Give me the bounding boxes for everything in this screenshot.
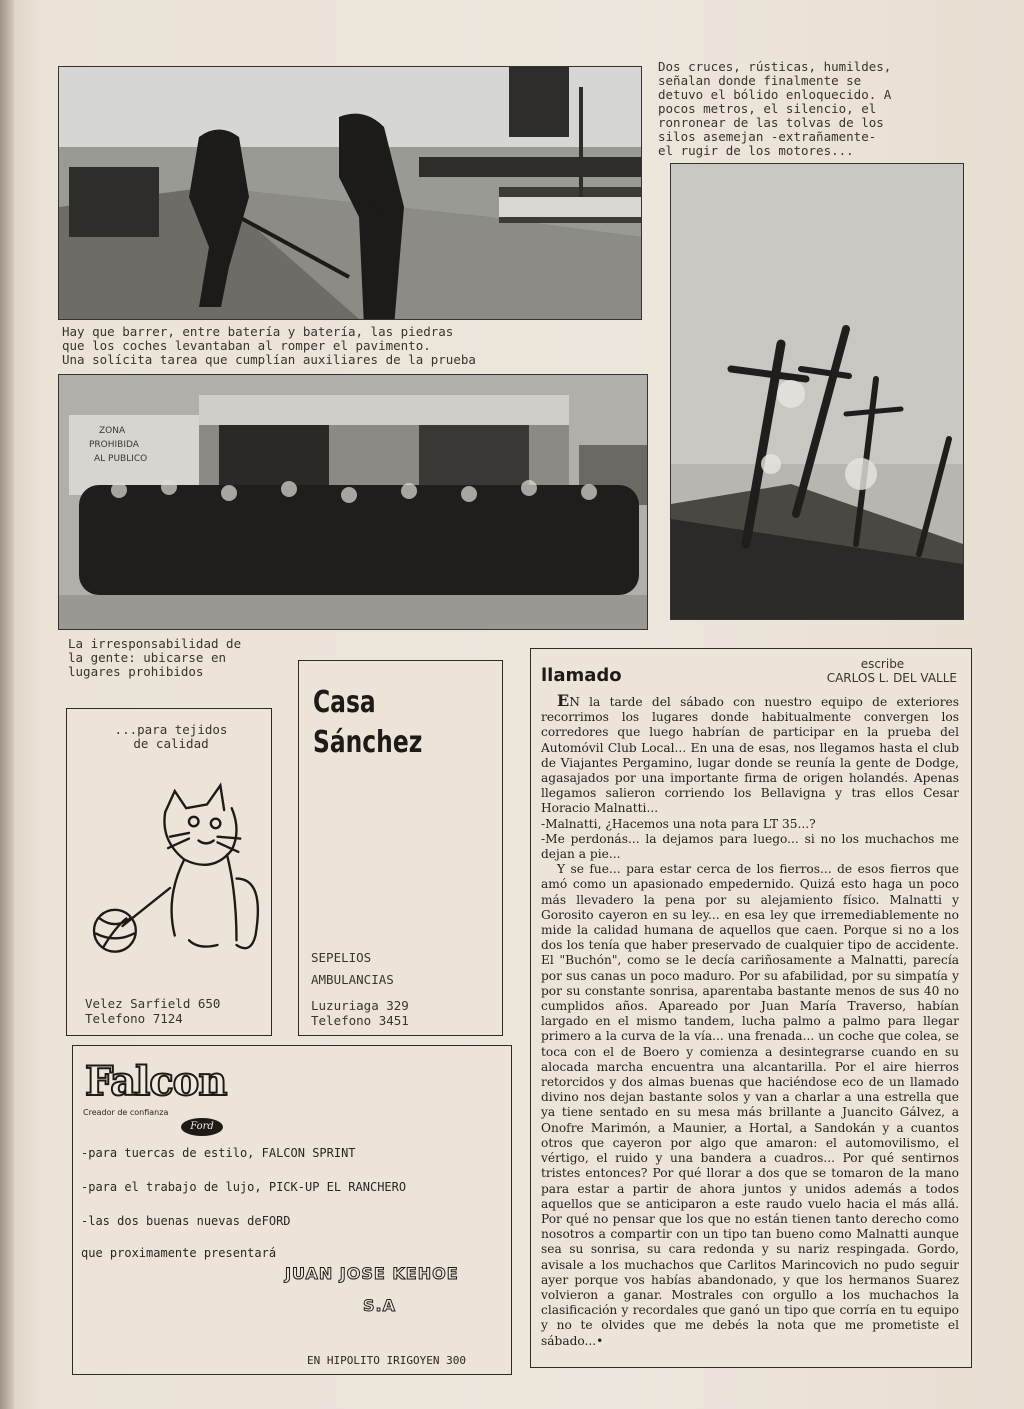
- ad-tejidos: [66, 708, 272, 1036]
- byline-label: escribe: [860, 657, 905, 671]
- falcon-line-4: que proximamente presentará: [81, 1246, 277, 1260]
- article-llamado: [530, 648, 972, 1368]
- falcon-address: EN HIPOLITO IRIGOYEN 300: [307, 1354, 466, 1367]
- caption-crowd: La irresponsabilidad de la gente: ubicarse en lugares prohibidos: [68, 636, 242, 679]
- ad-tejidos-address: Velez Sarfield 650: [85, 996, 221, 1011]
- photo-sweeping-road: [58, 66, 642, 320]
- caption-sweeping: Hay que barrer, entre batería y batería, las piedras que los coches levantaban al romper el pavimento. Una solícita tarea que cumplían auxiliares de la prueba: [62, 324, 476, 367]
- falcon-logo: Falcon: [85, 1058, 227, 1105]
- sign-publico: AL PUBLICO: [94, 454, 148, 464]
- falcon-line-1: -para tuercas de estilo, FALCON SPRINT: [81, 1146, 356, 1160]
- ad-tejidos-tagline: ...para tejidos de calidad: [114, 722, 228, 751]
- article-dropcap: E: [557, 691, 570, 710]
- cat-yarn-illustration: [75, 769, 265, 969]
- ad-casa-address: Luzuriaga 329: [311, 998, 409, 1013]
- falcon-slogan: Creador de confianza: [83, 1108, 169, 1117]
- photo-crosses-image: [671, 164, 963, 619]
- photo-crowd-image: [59, 375, 647, 629]
- caption-top-right: Dos cruces, rústicas, humildes, señalan donde finalmente se detuvo el bólido enloquecido. A pocos metros, el silencio, el ronronear de las tolvas de los silos asemejan -extrañamente- el rugir de los motores...: [658, 59, 892, 158]
- ad-falcon: [72, 1045, 512, 1375]
- falcon-line-3: -las dos buenas nuevas deFORD: [81, 1214, 291, 1228]
- ad-casa-sanchez: [298, 660, 503, 1036]
- article-paragraph-3: -Me perdonás... la dejamos para luego... si no los muchachos me dejan a pie...: [541, 831, 959, 862]
- ad-casa-services: SEPELIOS AMBULANCIAS: [311, 950, 394, 987]
- article-body: [541, 693, 959, 1359]
- article-paragraph-1: [541, 693, 959, 817]
- article-paragraph-4: Y se fue... para estar cerca de los fierros... de esos fierros que amó como un apasionado empedernido. Quizá esto haga un poco más llevadero la pena por su alejamiento físico. Malnatti y Gorosito cayeron en su ley... en esa ley que irremediablemente no mide la calidad humana de aquellos que caen. Porque si no a los dos los tenía que haber preservado de cualquier tipo de accidente. El "Buchón", como se le decía cariñosamente a Malnatti, parecía por sus canas un poco maduro. Por su afabilidad, por su simpatía y por su constante sonrisa, aparentaba bastante menos de sus 40 no cumplidos años. Apareado por Juan María Traverso, habían largado en el mismo tandem, lucha palmo a palmo para llegar primero a la curva de la vía... una frenada... un coche que colea, se toca con el de Boero y comienza a desintegrarse cuando en su alocada marcha encuentra una alcantarilla. Por el aire hierros retorcidos y dos almas buenas que haciéndose eco de un llamado divino nos dejan bastante solos y van a charlar a una estrella que ya tiene sentado en su mesa más brillante a Juancito Gálvez, a Onofre Marimón, a Maunier, a Hortal, a Sandokán y a cuantos otros que cayeron por algo que amaron: el automovilismo, el vértigo, el ruido y una bandera a cuadros... Por qué sentirnos tristes entonces? Por qué llorar a dos que se tomaron de la mano para estar a partir de ahora juntos y unidos además a todos aquellos que se anticiparon a este raudo vuelo hacia el más allá. Por qué no pensar que los que no están tienen tanto derecho como nosotros a compartir con un tipo tan bueno como Malnatti aunque sea su sonrisa, su cara redonda y su nariz respingada. Gordo, avisale a los muchachos que Carlitos Marincovich no pudo seguir ayer porque vos habías abandonado, y que los hermanos Suarez volvieron a ganar. Mostrales con orgullo a los muchachos la clasificación y recordales que ganó un tipo que corría en tu equipo y no te olvides que me debés la nota que me prometiste el sábado...•: [541, 862, 959, 1348]
- ad-casa-title: Casa Sánchez: [313, 685, 423, 760]
- sign-prohibida: PROHIBIDA: [89, 440, 139, 450]
- ad-casa-phone: Telefono 3451: [311, 1013, 409, 1028]
- photo-crosses: [670, 163, 964, 620]
- article-title: llamado: [541, 665, 622, 686]
- sign-zona: ZONA: [99, 426, 126, 436]
- byline-author: CARLOS L. DEL VALLE: [826, 671, 957, 685]
- ford-oval-icon: [181, 1118, 223, 1136]
- page-spine: [0, 0, 14, 1409]
- falcon-company-suffix: S.A: [363, 1296, 396, 1315]
- ad-tejidos-phone: Telefono 7124: [85, 1011, 183, 1026]
- article-paragraph-2: -Malnatti, ¿Hacemos una nota para LT 35...?: [541, 816, 816, 831]
- falcon-line-2: -para el trabajo de lujo, PICK-UP EL RANCHERO: [81, 1180, 407, 1194]
- photo-crowd: [58, 374, 648, 630]
- falcon-company: JUAN JOSE KEHOE: [285, 1264, 459, 1283]
- photo-sweeping-road-image: [59, 67, 641, 319]
- article-byline: [827, 657, 957, 685]
- ford-oval-text: Ford: [190, 1121, 214, 1132]
- article-paragraph-1-text: N la tarde del sábado con nuestro equipo de exteriores recorrimos los lugares donde habitualmente convergen los corredores que luego habrían de participar en la prueba del Automóvil Club Local... En una de esas, nos llegamos hasta el club de Viajantes Pergamino, lugar donde se reunía la gente de Dodge, agasajados por una importante firma de origen holandés. Apenas llegamos salieron corriendo los Bellavigna y tras ellos Cesar Horacio Malnatti...: [541, 695, 959, 816]
